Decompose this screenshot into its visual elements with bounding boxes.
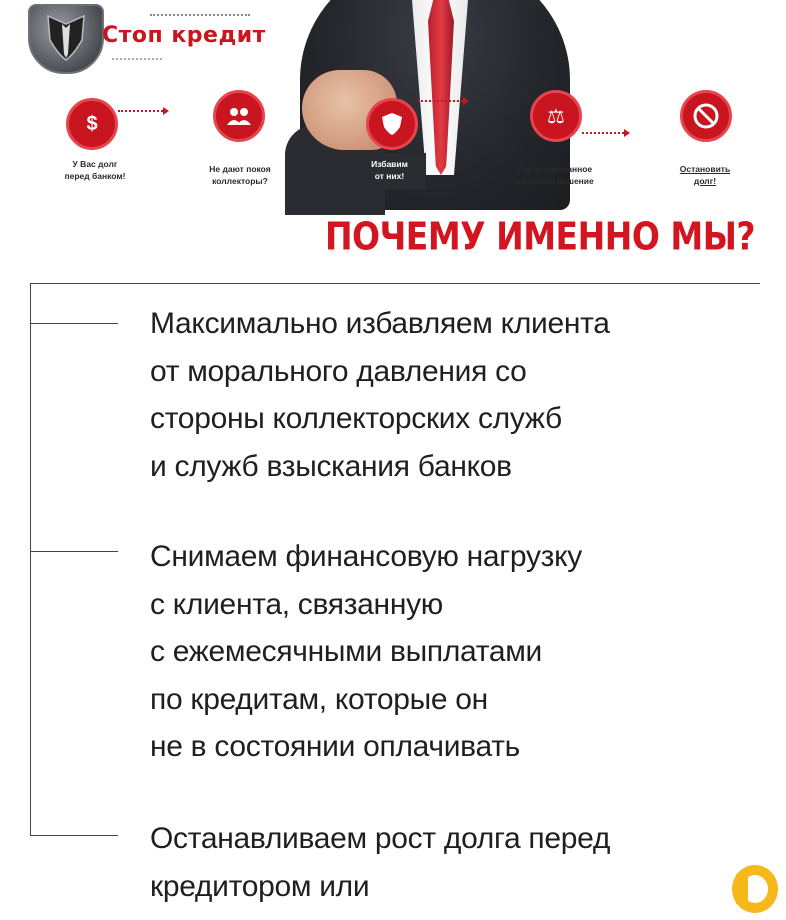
step-label-stop: Остановить долг! [679, 164, 731, 186]
step-label-debt: У Вас долг перед банком! [64, 159, 126, 181]
shield-logo-icon [28, 4, 104, 74]
dotted-arrow [118, 110, 163, 114]
brand-name: Стоп кредит [102, 23, 266, 48]
list-frame-top [30, 283, 760, 284]
list-item: Максимально избавляем клиента от морального давления со стороны коллекторских служб и служб взыскания банков [150, 307, 610, 483]
logo-tagline-top [150, 14, 250, 19]
page-headline: ПОЧЕМУ ИМЕННО МЫ? [324, 214, 756, 259]
step-label-rid: Избавим от них! [371, 159, 408, 181]
step-label-guaranteed: Гарантированное законное решение [516, 164, 594, 186]
step-label-collectors: Не дают покоя коллекторы? [209, 164, 271, 186]
list-tick [30, 323, 118, 324]
arrow-head [163, 107, 169, 115]
dotted-arrow [582, 132, 624, 136]
watermark-badge-icon [732, 865, 778, 913]
money-bag-icon: $ [66, 98, 118, 150]
list-tick [30, 551, 118, 552]
list-item: Останавливаем рост долга перед кредитором или [150, 822, 611, 903]
no-money-icon [680, 90, 732, 142]
logo-tagline-bottom [112, 58, 162, 63]
list-item: Снимаем финансовую нагрузку с клиента, связанную с ежемесячными выплатами по кредитам, которые он не в состоянии оплачивать [150, 540, 582, 763]
shield-icon [366, 98, 418, 150]
list-frame-left [30, 283, 31, 836]
hero-banner [0, 0, 786, 215]
arrow-head [463, 97, 469, 105]
list-tick [30, 835, 118, 836]
people-icon [213, 90, 265, 142]
arrow-head [624, 129, 630, 137]
dotted-arrow [418, 100, 463, 104]
scales-icon: ⚖ [530, 90, 582, 142]
